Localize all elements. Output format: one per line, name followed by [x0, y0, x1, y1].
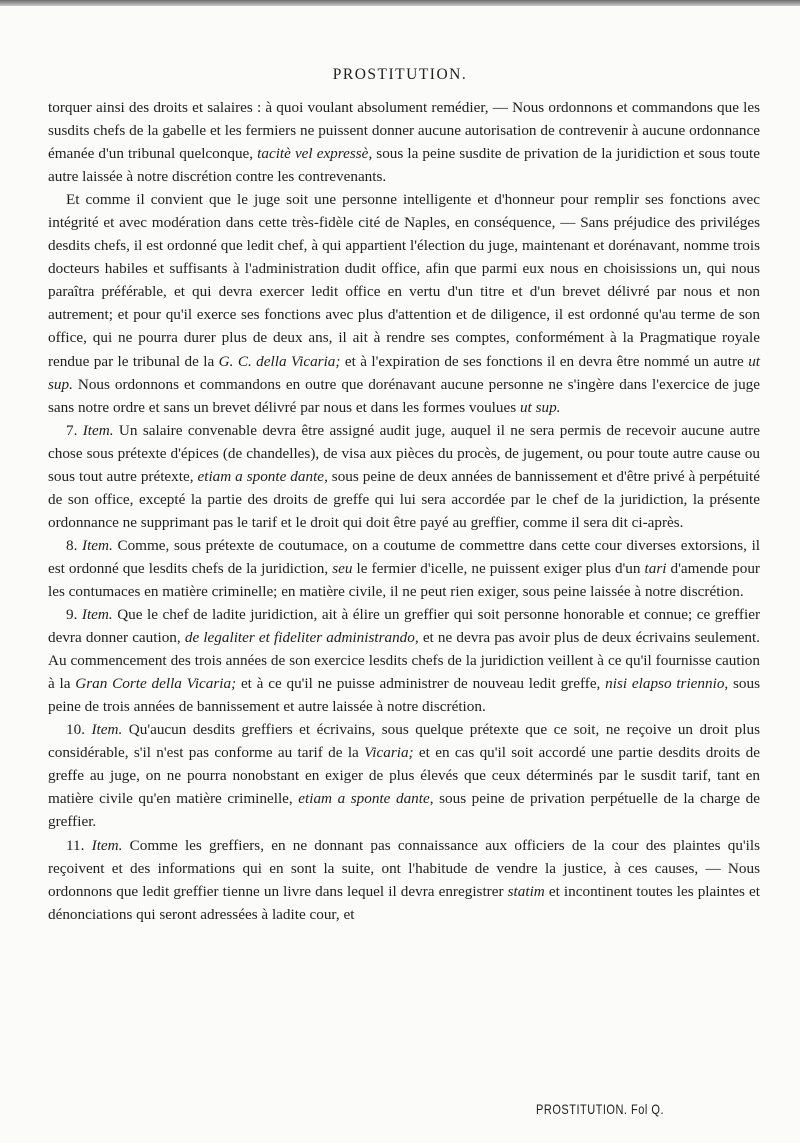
- text-run: Et comme il convient que le juge soit une personne intelligente et d'honneur pour remplir ses fonctions avec intégrité et avec modération dans cette très-fidèle cité de Naples, en conséquence, — Sans préjudice des priviléges desdits chefs, il est ordonné que ledit chef, à qui appartient l'élection du juge, maintenant et dorénavant, nomme trois docteurs habiles et suffisants à l'administration dudit office, afin que parmi eux nous en choisissions un, qui nous paraîtra préférable, et qui devra exercer ledit office en vertu d'un titre et d'un brevet délivré par nous et non autrement; et pour qu'il exerce ses fonctions avec plus d'attention et de diligence, il est ordonné qu'au terme de son office, qui ne pourra durer plus de deux ans, il ait à rendre ses comptes, conformément à la Pragmatique royale rendue par le tribunal de la: [48, 191, 760, 370]
- paragraph: [48, 834, 760, 926]
- italic-phrase: ut sup.: [519, 398, 561, 416]
- text-run: 10.: [66, 721, 92, 739]
- italic-phrase: tari: [644, 559, 667, 577]
- italic-phrase: Item.: [82, 421, 114, 439]
- italic-phrase: Item.: [82, 536, 113, 554]
- italic-phrase: etiam a sponte dante: [298, 790, 430, 808]
- text-run: d'amende pour les contumaces en matière criminelle; en matière civile, il ne peut rien exiger, sous peine laissée à notre discrétion.: [48, 559, 760, 600]
- text-run: Nous ordonnons et commandons en outre que dorénavant aucune personne ne s'ingère dans l'exercice de juge sans notre ordre et sans un brevet délivré par nous et dans les formes voulues: [48, 375, 760, 416]
- italic-phrase: statim: [507, 882, 545, 900]
- italic-phrase: etiam a sponte dante: [197, 467, 325, 485]
- paragraph: [48, 603, 760, 718]
- text-run: Comme, sous prétexte de coutumace, on a coutume de commettre dans cette cour diverses extorsions, il est ordonné que lesdits chefs de la juridiction,: [48, 536, 761, 577]
- paragraph: [48, 718, 760, 833]
- text-run: , sous peine de privation perpétuelle de la charge de greffier.: [48, 790, 761, 831]
- text-run: et incontinent toutes les plaintes et dénonciations qui seront adressées à ladite cour, et: [48, 882, 760, 923]
- italic-phrase: Vicaria;: [364, 744, 414, 762]
- signature-mark: PROSTITUTION. Fol Q.: [536, 1102, 664, 1118]
- paragraph: [48, 96, 760, 188]
- text-run: le fermier d'icelle, ne puissent exiger plus d'un: [352, 559, 645, 577]
- text-run: , sous peine de trois années de bannissement et autre laissée à notre discrétion.: [48, 675, 761, 716]
- paragraph: [48, 188, 760, 418]
- text-run: 8.: [66, 536, 83, 554]
- text-run: et à ce qu'il ne puisse administrer de nouveau ledit greffe,: [236, 675, 606, 693]
- italic-phrase: Gran Corte della Vicaria;: [75, 675, 237, 693]
- text-run: , et ne devra pas avoir plus de deux écrivains seulement. Au commencement des trois années de son exercice lesdits chefs de la juridiction veillent à ce qu'il fournisse caution à la: [48, 629, 760, 693]
- italic-phrase: Item.: [91, 836, 123, 854]
- italic-phrase: Item.: [91, 721, 123, 739]
- italic-phrase: tacitè vel expressè: [257, 145, 369, 163]
- running-header: PROSTITUTION.: [332, 66, 468, 83]
- text-run: et en cas qu'il soit accordé une partie desdits droits de greffe au juge, on ne pourra nonobstant en exiger de plus élevés que ceux déterminés par le susdit tarif, tant en matière civile qu'en matière criminelle,: [48, 744, 760, 808]
- text-run: torquer ainsi des droits et salaires : à quoi voulant absolument remédier, — Nous ordonnons et commandons que les susdits chefs de la gabelle et les fermiers ne puissent donner aucune autorisation de contrevenir à aucune ordonnance émanée d'un tribunal quelconque,: [48, 99, 760, 163]
- text-run: 7.: [66, 421, 83, 439]
- italic-phrase: nisi elapso triennio: [605, 675, 725, 693]
- text-run: Comme les greffiers, en ne donnant pas connaissance aux officiers de la cour des plaintes qu'ils reçoivent et des informations qui en sont la suite, ont l'habitude de vendre la justice, à ces causes, — Nous ordonnons que ledit greffier tienne un livre dans lequel il devra enregistrer: [48, 836, 760, 900]
- italic-phrase: seu: [332, 559, 353, 577]
- text-run: 11.: [66, 836, 92, 854]
- body-text: [48, 96, 760, 926]
- paragraph: [48, 419, 760, 534]
- text-run: Qu'aucun desdits greffiers et écrivains, sous quelque prétexte que ce soit, ne reçoive un droit plus considérable, s'il n'est pas conforme au tarif de la: [48, 721, 761, 762]
- text-run: et à l'expiration de ses fonctions il en devra être nommé un autre: [340, 352, 749, 370]
- text-run: 9.: [66, 606, 82, 624]
- text-run: , sous peine de deux années de bannissement et d'être privé à perpétuité de son office, excepté la partie des droits de greffe qui lui sera accordée par le chef de la juridiction, la présente ordonnance ne supprimant pas le tarif et le droit qui doit être payé au greffier, comme il sera dit ci-après.: [48, 467, 760, 531]
- italic-phrase: de legaliter et fideliter administrando: [184, 629, 415, 647]
- italic-phrase: G. C. della Vicaria;: [218, 352, 341, 370]
- text-run: Que le chef de ladite juridiction, ait à élire un greffier qui soit personne honorable et connue; ce greffier devra donner caution,: [48, 606, 760, 647]
- scan-edge-rule: [0, 0, 800, 6]
- paragraph: [48, 534, 760, 603]
- text-run: , sous la peine susdite de privation de la juridiction et sous toute autre laissée à notre discrétion contre les contrevenants.: [48, 145, 760, 186]
- text-run: Un salaire convenable devra être assigné audit juge, auquel il ne sera permis de recevoir aucune autre chose sous prétexte d'épices (de chandelles), de visa aux pièces du procès, de jugement, ou pour toute autre cause ou sous tout autre prétexte,: [48, 421, 760, 485]
- italic-phrase: Item.: [81, 606, 113, 624]
- italic-phrase: ut sup.: [48, 352, 761, 393]
